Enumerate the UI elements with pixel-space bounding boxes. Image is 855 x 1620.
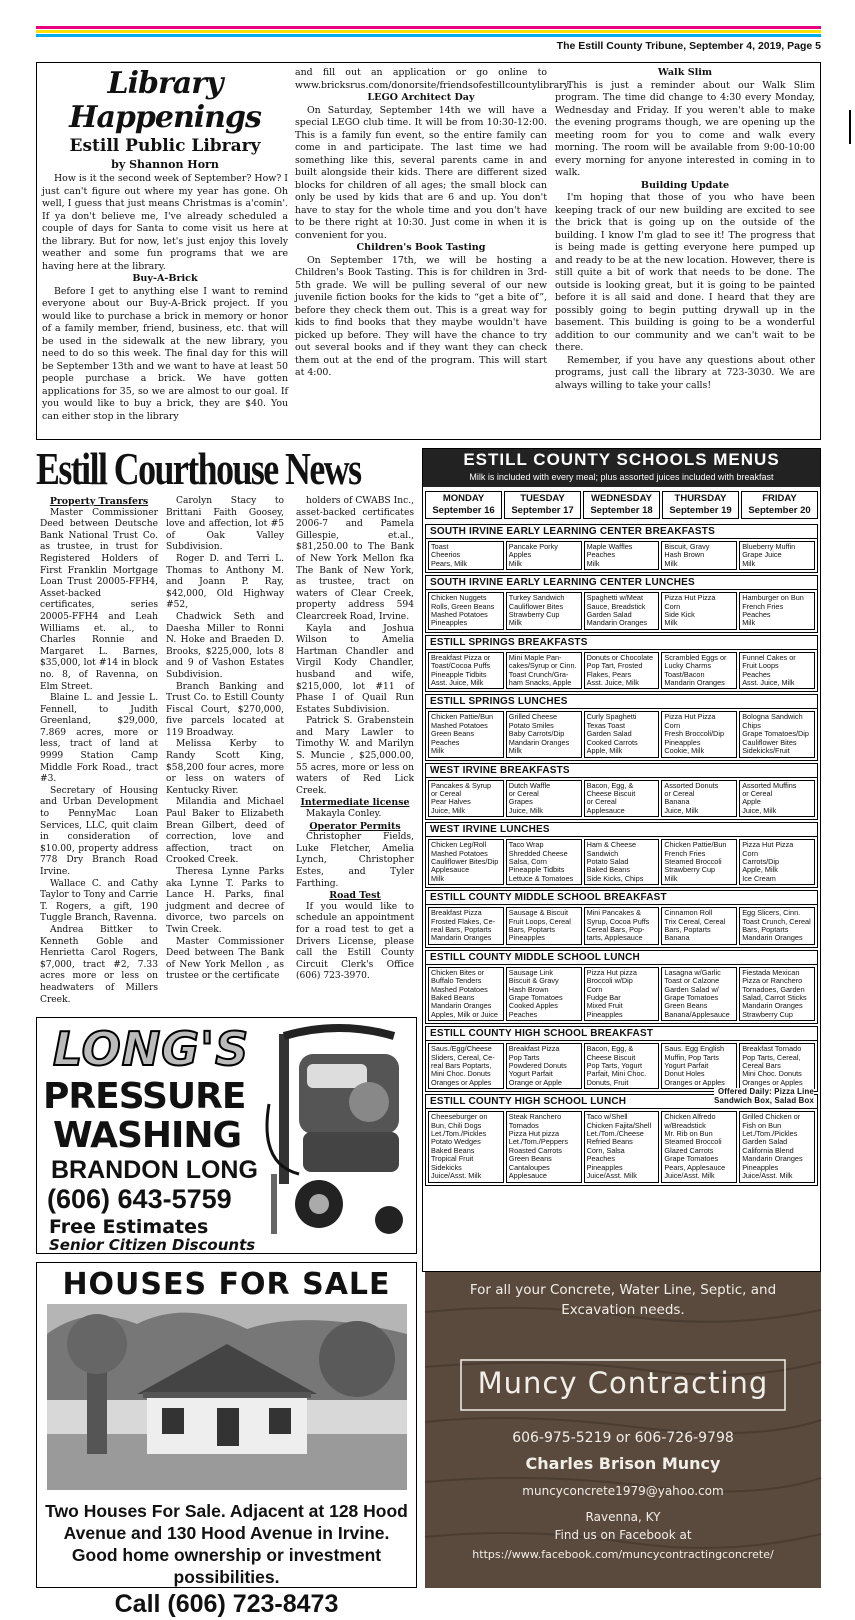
menu-cell: Donuts or Chocolate Pop Tart, Frosted Flakes, Pears Asst. Juice, Milk (584, 652, 660, 690)
menu-cell: Blueberry Muffin Grape Juice Milk (739, 541, 815, 570)
menu-section (425, 763, 818, 821)
menu-row (426, 1109, 817, 1184)
day-name: MONDAY (442, 493, 485, 504)
menu-section-note: Offered Daily: Pizza Line Sandwich Box, Salad Box (714, 1087, 814, 1105)
menu-row (426, 905, 817, 947)
menu-cell: Toast Cheerios Pears, Milk (428, 541, 504, 570)
court-item: Roger D. and Terri L. Thomas to Anthony M. and Joann P. Ray, $42,000, Old Highway #52, (166, 553, 284, 611)
section-heading: Intermediate license (300, 797, 410, 809)
section-heading: Children's Book Tasting (356, 242, 486, 253)
court-item: holders of CWABS Inc., asset-backed certificates 2006-7 and Pamela Gillespie, et.al., $81,250.00 to The Bank of New York Mellon fka The Bank of New York, as trustee, tract on waters of Clear Creek, property address 594 Clearcreek Road, Irvine. (296, 496, 414, 622)
menu-section-title-text: ESTILL SPRINGS LUNCHES (430, 696, 568, 708)
menu-cell: Funnel Cakes or Fruit Loops Peaches Asst. Juice, Milk (739, 652, 815, 690)
court-item: Kayla and Joshua Wilson to Amelia Hartman Chandler and Virgil Kody Chandler, husband and wife, $215,000, lot #11 of Phase I of Quail Run Estates Subdivision. (296, 623, 414, 715)
menu-cell: Pancakes & Syrup or Cereal Pear Halves Juice, Milk (428, 780, 504, 818)
menu-row (426, 590, 817, 632)
library-paragraph: I'm hoping that those of you who have been keeping track of our new building are excited to see the brick that is going up on the outside of the building. I know I'm glad to see it! The progress that is being made is getting everyone here pumped up and ready to be at the new location. However, there is still quite a bit of work that needs to be done. The outside is looking great, but it is going to be painted before it is all said and done. I heard that they are possibly going to begin putting drywall up in the basement. This building is going to be a wonderful addition to our community and we can't wait to be there. (555, 192, 815, 353)
menu-cell: Assorted Donuts or Cereal Banana Juice, Milk (661, 780, 737, 818)
menu-section-title (426, 1027, 817, 1041)
menu-header (423, 449, 820, 487)
section-heading: Walk Slim (657, 67, 713, 78)
menu-section (425, 950, 818, 1024)
menu-cell: Grilled Chicken or Fish on Bun Let./Tom./Pickles Garden Salad California Blend Mandarin Oranges Pineapples Juice/Asst. Milk (739, 1111, 815, 1182)
muncy-contracting-ad (425, 1272, 821, 1588)
library-byline: by Shannon Horn (111, 158, 219, 171)
menu-cell: Mini Maple Pan- cakes/Syrup or Cinn. Toast Crunch/Gra- ham Snacks, Apple (506, 652, 582, 690)
menu-row (426, 709, 817, 759)
day-date: September 17 (511, 505, 574, 516)
day-header (741, 491, 818, 519)
menu-cell: Egg Slicers, Cinn. Toast Crunch, Cereal Bars, Poptarts Mandarin Oranges (739, 907, 815, 945)
menu-section-title-text: SOUTH IRVINE EARLY LEARNING CENTER LUNCHES (430, 577, 695, 589)
menu-cell: Breakfast Tornado Pop Tarts, Cereal, Cereal Bars Mini Choc. Donuts Oranges or Apples (739, 1043, 815, 1089)
menu-cell: Biscuit, Gravy Hash Brown Milk (661, 541, 737, 570)
library-paragraph: and fill out an application or go online to www.bricksrus.com/donorsite/friendsofestillcountylibrary. (295, 67, 571, 91)
menu-cell: Pizza Hut Pizza Corn Carrots/Dip Apple, Milk Ice Cream (739, 839, 815, 885)
court-item: Secretary of Housing and Urban Development to PennyMac Loan Services, LLC, quit claim in consideration of $10.00, property address 778 Dry Branch Road Irvine. (40, 785, 158, 877)
menu-sections (423, 524, 820, 1186)
stripe-yellow (36, 30, 821, 33)
menu-section-title-text: SOUTH IRVINE EARLY LEARNING CENTER BREAKFASTS (430, 526, 715, 537)
ad-line: Excavation needs. (561, 1302, 685, 1318)
menu-cell: Bacon, Egg, & Cheese Biscuit Pop Tarts, Yogurt Parfait, Mini Choc. Donuts, Fruit (584, 1043, 660, 1089)
menu-cell: Spaghetti w/Meat Sauce, Breadstick Garden Salad Mandarin Oranges (584, 592, 660, 630)
library-paragraph: On September 17th, we will be hosting a Children's Book Tasting. This is for children in 3rd-5th grade. We will be pulling several of our new juvenile fiction books for the kids to “get a bite of”, before they check them out. This is a great way for kids to find books that they maybe wouldn't have picked up before. They will have the chance to try out several books and if they want they can check them out at the end of the program. This will start at 4:00. (295, 254, 547, 378)
menu-section-title (426, 891, 817, 905)
menu-cell: Chicken Alfredo w/Breadstick Mr. Rib on Bun Steamed Broccoli Glazed Carrots Grape Tomatoes Pears, Applesauce Juice/Asst. Milk (661, 1111, 737, 1182)
menu-section-title (426, 525, 817, 539)
right-edge-mark (849, 110, 851, 144)
menu-cell: Bacon, Egg, & Cheese Biscuit or Cereal Applesauce (584, 780, 660, 818)
menu-subtitle: Milk is included with every meal; plus assorted juices included with breakfast (469, 472, 774, 482)
ad-line: Charles Brison Muncy (525, 1454, 721, 1473)
menu-title: ESTILL COUNTY SCHOOLS MENUS (463, 450, 780, 469)
ad-line: For all your Concrete, Water Line, Septic, and (469, 1282, 777, 1298)
ad-line: WASHING (53, 1115, 242, 1156)
library-title: Library Happenings (69, 66, 261, 135)
court-item: Carolyn Stacy to Brittani Faith Goosey, love and affection, lot #5 of Oak Valley Subdivision. (166, 496, 284, 553)
section-heading: Property Transfers (49, 496, 149, 507)
menu-section-title (426, 695, 817, 709)
longs-headline: LONG'S (53, 1022, 250, 1076)
library-subtitle: Estill Public Library (69, 136, 261, 156)
library-article (36, 62, 821, 440)
menu-row (426, 650, 817, 692)
menu-section (425, 694, 818, 760)
menu-section-title-text: ESTILL COUNTY HIGH SCHOOL BREAKFAST (430, 1028, 654, 1040)
ad-line: PRESSURE (43, 1076, 246, 1117)
ad-body: Two Houses For Sale. Adjacent at 128 Hood Avenue and 130 Hood Avenue in Irvine. Good home ownership or investment possibilities. (45, 1501, 408, 1587)
menu-section-title (426, 823, 817, 837)
menu-cell: Cheeseburger on Bun, Chili Dogs Let./Tom./Pickles Potato Wedges Baked Beans Tropical Fruit Sidekicks Juice/Asst. Milk (428, 1111, 504, 1182)
menu-section (425, 822, 818, 888)
day-header (662, 491, 739, 519)
menu-section-title (426, 636, 817, 650)
menu-row (426, 1041, 817, 1091)
court-item: Master Commissioner Deed between Deutsche Bank National Trust Co. as trustee, in trust for Registered Holders of First Franklin Mortgage Loan Trust 20005-FFH4, Asset-backed certificates, series 20005-FFH4 and Leah Williams et. al., to Charles Ronnie and Margaret L. Barnes, $35,000, lot #14 in block no. 8, of Ravenna, on Elm Street. (40, 507, 158, 692)
court-item: Milandia and Michael Paul Baker to Elizabeth Brean Gilbert, deed of correction, love and affection, tract on Crooked Creek. (166, 797, 284, 866)
section-heading: LEGO Architect Day (367, 92, 475, 103)
court-item: Melissa Kerby to Randy Scott King, $58,200 four acres, more or less on waters of Kentucky River. (166, 739, 284, 796)
menu-section-title-text: ESTILL COUNTY HIGH SCHOOL LUNCH (430, 1096, 627, 1108)
ad-line: BRANDON LONG (51, 1156, 258, 1184)
ad-phone: Call (606) 723-8473 (114, 1590, 339, 1618)
menu-section-title-text: WEST IRVINE LUNCHES (430, 824, 550, 836)
section-heading: Operator Permits (309, 820, 401, 832)
library-col-3 (555, 67, 815, 392)
menu-cell: Turkey Sandwich Cauliflower Bites Strawberry Cup Milk (506, 592, 582, 630)
day-header (504, 491, 581, 519)
ad-line: Find us on Facebook at (554, 1528, 692, 1542)
menu-cell: Chicken Pattie/Bun French Fries Steamed Broccoli Strawberry Cup Milk (661, 839, 737, 885)
court-item: Master Commissioner Deed between The Bank of New York Mellon , as trustee or the certificate (166, 936, 284, 982)
menu-cell: Pizza Hut Pizza Corn Side Kick Milk (661, 592, 737, 630)
menu-cell: Breakfast Pizza or Toast/Cocoa Puffs Pineapple Tidbits Asst. Juice, Milk (428, 652, 504, 690)
ad-email: muncyconcrete1979@yahoo.com (522, 1484, 724, 1498)
menu-cell: Maple Waffles Peaches Milk (584, 541, 660, 570)
courthouse-col-2 (166, 496, 284, 1006)
menu-section (425, 575, 818, 633)
menu-row (426, 778, 817, 820)
court-item: Patrick S. Grabenstein and Mary Lawler to Timothy W. and Marilyn S. Muncie , $25,000.00, 55 acres, more or less on waters of Red Lick Creek. (296, 716, 414, 796)
menu-cell: Curly Spaghetti Texas Toast Garden Salad Cooked Carrots Apple, Milk (584, 711, 660, 757)
menu-section-title-text: ESTILL COUNTY MIDDLE SCHOOL LUNCH (430, 951, 640, 963)
menu-cell: Chicken Bites or Buffalo Tenders Mashed Potatoes Baked Beans Mandarin Oranges Apples, Milk or Juice (428, 967, 504, 1021)
court-item: Christopher Fields, Luke Fletcher, Amelia Lynch, Christopher Estes, and Tyler Farthing. (296, 832, 414, 889)
menu-section (425, 635, 818, 693)
menu-section (425, 1087, 818, 1185)
menu-cell: Breakfast Pizza Pop Tarts Powdered Donuts Yogurt Parfait Orange or Apple (506, 1043, 582, 1089)
houses-for-sale-ad (36, 1262, 417, 1618)
day-name: TUESDAY (520, 493, 565, 504)
library-paragraph: Before I get to anything else I want to remind everyone about our Buy-A-Brick project. If you would like to purchase a brick in memory or honor of a family member, friend, business, etc. that will be used in the sidewalk at the new library, you need to do so this week. The final day for this will be September 13th and we want to have at least 50 people purchase a brick. We have gotten applications for 35, so we are almost to our goal. If you would like to buy a brick, they are $40. You can either stop in the library (42, 285, 288, 422)
library-paragraph: This is just a reminder about our Walk Slim program. The time did change to 4:30 every Monday, Wednesday and Friday. If you weren't able to make the evening programs though, we are opening up the meeting room for you to come and walk every morning. The room will be available from 9:00-10:00 every morning for anyone interested in coming in to walk. (555, 79, 815, 178)
menu-section (425, 890, 818, 948)
ad-phone: 606-975-5219 or 606-726-9798 (512, 1430, 734, 1446)
section-heading: Building Update (640, 179, 730, 191)
menu-section (425, 1026, 818, 1092)
menu-cell: Saus. Egg English Muffin, Pop Tarts Yogurt Parfait Donut Holes Oranges or Apples (661, 1043, 737, 1089)
courthouse-title: Estill Courthouse News (36, 443, 361, 494)
menu-cell: Pancake Porky Apples Milk (506, 541, 582, 570)
menu-cell: Bologna Sandwich Chips Grape Tomatoes/Dip Cauliflower Bites Sidekicks/Fruit (739, 711, 815, 757)
menu-cell: Chicken Nuggets Rolls, Green Beans Mashed Potatoes Pineapples (428, 592, 504, 630)
menu-cell: Hamburger on Bun French Fries Peaches Milk (739, 592, 815, 630)
day-date: September 19 (669, 505, 732, 516)
menu-cell: Sausage & Biscuit Fruit Loops, Cereal Bars, Poptarts Pineapples (506, 907, 582, 945)
menu-cell: Fiestada Mexican Pizza or Ranchero Tornadoes, Garden Salad, Carrot Sticks Mandarin Oranges Strawberry Cup (739, 967, 815, 1021)
page-header: The Estill County Tribune, September 4, 2019, Page 5 (556, 40, 821, 52)
menu-section-title-text: ESTILL COUNTY MIDDLE SCHOOL BREAKFAST (430, 892, 667, 904)
library-paragraph: Remember, if you have any questions about other programs, just call the library at 723-3030. We are always willing to take your calls! (555, 354, 815, 391)
menu-cell: Steak Ranchero Tornados Pizza Hut pizza Let./Tom./Peppers Roasted Carrots Green Beans Cantaloupes Applesauce (506, 1111, 582, 1182)
menu-cell: Lasagna w/Garlic Toast or Calzone Garden Salad w/ Grape Tomatoes Green Beans Banana/Applesauce (661, 967, 737, 1021)
menu-cell: Taco w/Shell Chicken Fajita/Shell Let./Tom./Cheese Refried Beans Corn, Salsa Peaches Pineapples Juice/Asst. Milk (584, 1111, 660, 1182)
school-menus (422, 448, 821, 1272)
court-item: Blaine L. and Jessie L. Fennell, to Judith Greenland, $29,000, 7.869 acres, more or less, tract of land at 9999 Station Camp Middle Fork Road., tract #3. (40, 693, 158, 785)
day-name: FRIDAY (762, 493, 797, 504)
court-item: Andrea Bittker to Kenneth Goble and Henrietta Carol Rogers, $7,000, tract #2, 7.33 acres more or less on headwaters of Millers Creek. (40, 924, 158, 1005)
court-item: Theresa Lynne Parks aka Lynne T. Parks to Lance H. Parks, final judgment and decree of divorce, two parcels on Twin Creek. (166, 867, 284, 935)
court-item: Wallace C. and Cathy Taylor to Tony and Carrie T. Rogers, a gift, 190 Tuggle Branch, Ravenna. (40, 878, 158, 924)
day-date: September 18 (590, 505, 653, 516)
court-item: Makayla Conley. (306, 809, 382, 820)
menu-cell: Dutch Waffle or Cereal Grapes Juice, Milk (506, 780, 582, 818)
day-name: THURSDAY (674, 493, 727, 504)
menu-cell: Pizza Hut Pizza Corn Fresh Broccoli/Dip Pineapples Cookie, Milk (661, 711, 737, 757)
section-heading: Buy-A-Brick (132, 273, 198, 284)
day-date: September 20 (748, 505, 811, 516)
day-name: WEDNESDAY (591, 493, 652, 504)
longs-pressure-washing-ad (36, 1017, 417, 1254)
library-col-1 (42, 67, 288, 423)
menu-cell: Breakfast Pizza Frosted Flakes, Ce- real Bars, Poptarts Mandarin Oranges (428, 907, 504, 945)
menu-cell: Taco Wrap Shredded Cheese Salsa, Corn Pineapple Tidbits Lettuce & Tomatoes (506, 839, 582, 885)
ad-title: HOUSES FOR SALE (62, 1267, 391, 1302)
stripe-cyan (36, 34, 821, 37)
menu-days-row (423, 487, 820, 522)
menu-cell: Chicken Leg/Roll Mashed Potatoes Cauliflower Bites/Dip Applesauce Milk (428, 839, 504, 885)
courthouse-col-3 (296, 496, 414, 1006)
library-paragraph: On Saturday, September 14th we will have a special LEGO club time. It will be from 10:30-12:00. This is a family fun event, so the entire family can come in and participate. The last time we had something like this, several parents came in and built alongside their kids. There are different sized blocks for children of all ages; the small block can only be used by kids that are 6 and up. You don't have to stay for the whole time and you don't have to be there right at 10:30. Just come in when it is convenient for you. (295, 104, 547, 241)
menu-row (426, 539, 817, 572)
house-photo (47, 1304, 407, 1490)
court-item: If you would like to schedule an appointment for a road test to get a Drivers License, please call the Estill County Circuit Clerk's Office (606) 723-3970. (296, 901, 414, 982)
court-item: Chadwick Seth and Daesha Miller to Ronni N. Hoke and Braeden D. Brooks, $225,000, lots 8 and 9 of Vashon Estates Subdivision. (166, 611, 284, 680)
ad-phone: (606) 643-5759 (47, 1184, 232, 1214)
menu-row (426, 837, 817, 887)
menu-section-title (426, 576, 817, 590)
ad-line: Free Estimates (49, 1216, 209, 1238)
menu-section (425, 524, 818, 573)
section-heading: Road Test (329, 890, 381, 902)
ad-line: Senior Citizen Discounts (49, 1236, 256, 1254)
pressure-washer-image (269, 1024, 413, 1250)
menu-row (426, 965, 817, 1023)
day-header (583, 491, 660, 519)
menu-cell: Pizza Hut pizza Broccoli w/Dip Corn Fudge Bar Mixed Fruit Pineapples (584, 967, 660, 1021)
courthouse-col-1 (40, 496, 158, 1006)
menu-cell: Chicken Pattie/Bun Mashed Potatoes Green Beans Peaches Milk (428, 711, 504, 757)
menu-section-title-text: ESTILL SPRINGS BREAKFASTS (430, 636, 588, 648)
menu-section-title (426, 764, 817, 778)
day-date: September 16 (432, 505, 495, 516)
menu-cell: Ham & Cheese Sandwich Potato Salad Baked Beans Side Kicks, Chips (584, 839, 660, 885)
library-col-2 (295, 67, 571, 380)
menu-section-title (426, 951, 817, 965)
menu-cell: Assorted Muffins or Cereal Apple Juice, Milk (739, 780, 815, 818)
menu-cell: Mini Pancakes & Syrup, Cocoa Puffs Cereal Bars, Pop- tarts, Applesauce (584, 907, 660, 945)
court-item: Branch Banking and Trust Co. to Estill County Fiscal Court, $270,000, five parcels located at 119 Broadway. (166, 681, 284, 738)
menu-section-title-text: WEST IRVINE BREAKFASTS (430, 764, 570, 776)
stripe-magenta (36, 26, 821, 29)
menu-cell: Cinnamon Roll Trix Cereal, Cereal Bars, Poptarts Banana (661, 907, 737, 945)
company-name: Muncy Contracting (477, 1366, 769, 1400)
day-header (425, 491, 502, 519)
menu-cell: Saus./Egg/Cheese Sliders, Cereal, Ce- real Bars Poptarts, Mini Choc. Donuts Oranges or Apples (428, 1043, 504, 1089)
menu-cell: Grilled Cheese Potato Smiles Baby Carrots/Dip Mandarin Oranges Milk (506, 711, 582, 757)
menu-cell: Scrambled Eggs or Lucky Charms Toast/Bacon Mandarin Oranges (661, 652, 737, 690)
ad-line: Ravenna, KY (585, 1510, 661, 1524)
menu-cell: Sausage Link Biscuit & Gravy Hash Brown Grape Tomatoes Cooked Apples Peaches (506, 967, 582, 1021)
library-paragraph: How is it the second week of September? How? I just can't figure out where my year has gone. Oh well, I guess that just means Christmas is a'comin'. If ya don't believe me, I've already scheduled a couple of days for Santa to come visit us here at the library. But for now, let's just enjoy this lovely weather and some fun programs that we are having here at the library. (42, 173, 288, 272)
ad-url: https://www.facebook.com/muncycontractingconcrete/ (472, 1548, 774, 1561)
menu-section-title (426, 1087, 817, 1109)
